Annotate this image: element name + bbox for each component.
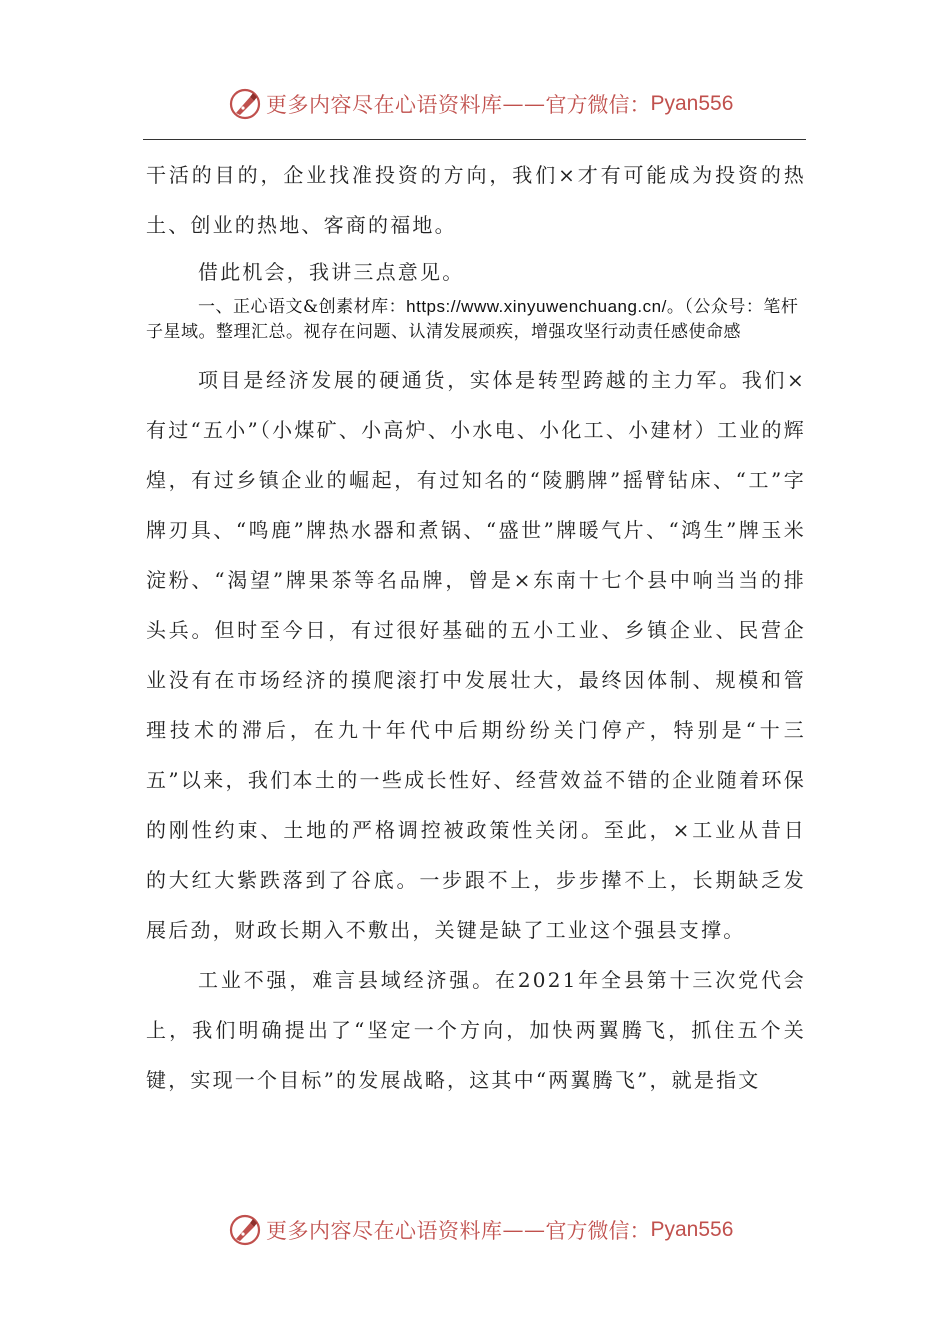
pen-nib-logo-icon <box>228 87 262 121</box>
paragraph-intro: 借此机会，我讲三点意见。 <box>198 260 465 284</box>
watermark-wechat-id: Pyan556 <box>650 1218 734 1241</box>
watermark-wechat-label: 官方微信： <box>545 93 651 117</box>
watermark-header <box>228 84 733 124</box>
section-heading <box>146 294 806 345</box>
heading-prefix: 一、正心语文&创素材库： <box>198 297 407 317</box>
header-rule <box>143 139 806 140</box>
watermark-wechat-id: Pyan556 <box>650 92 734 115</box>
watermark-dash: —— <box>502 92 546 116</box>
watermark-wechat-label: 官方微信： <box>545 1219 651 1243</box>
watermark-dash: —— <box>502 1218 546 1242</box>
pen-nib-logo-icon <box>228 1213 262 1247</box>
heading-url: https://www.xinyuwenchuang.cn/ <box>406 297 667 316</box>
watermark-footer <box>228 1210 733 1250</box>
watermark-site-text: 更多内容尽在心语资料库 <box>266 93 503 117</box>
paragraph-continuation: 干活的目的，企业找准投资的方向，我们×才有可能成为投资的热土、创业的热地、客商的福地。 <box>146 163 806 237</box>
paragraph-body-2: 工业不强，难言县域经济强。在2021年全县第十三次党代会上，我们明确提出了“坚定一个方向，加快两翼腾飞，抓住五个关键，实现一个目标”的发展战略，这其中“两翼腾飞”，就是指文 <box>146 968 806 1092</box>
paragraph-body-1: 项目是经济发展的硬通货，实体是转型跨越的主力军。我们×有过“五小”（小煤矿、小高炉、小水电、小化工、小建材）工业的辉煌，有过乡镇企业的崛起，有过知名的“陵鹏牌”摇臂钻床、“工”字牌刃具、“鸣鹿”牌热水器和煮锅、“盛世”牌暖气片、“鸿生”牌玉米淀粉、“渴望”牌果茶等名品牌，曾是×东南十七个县中响当当的排头兵。但时至今日，有过很好基础的五小工业、乡镇企业、民营企业没有在市场经济的摸爬滚打中发展壮大，最终因体制、规模和管理技术的滞后，在九十年代中后期纷纷关门停产，特别是“十三五”以来，我们本土的一些成长性好、经营效益不错的企业随着环保的刚性约束、土地的严格调控被政策性关闭。至此，×工业从昔日的大红大紫跌落到了谷底。一步跟不上，步步撵不上，长期缺乏发展后劲，财政长期入不敷出，关键是缺了工业这个强县支撑。 <box>146 368 806 942</box>
heading-rest: 。（公众号：笔杆子星域。整理汇总。视存在问题、认清发展顽疾，增强攻坚行动责任感使命感 <box>146 297 799 342</box>
document-body <box>146 150 806 1105</box>
watermark-site-text: 更多内容尽在心语资料库 <box>266 1219 503 1243</box>
